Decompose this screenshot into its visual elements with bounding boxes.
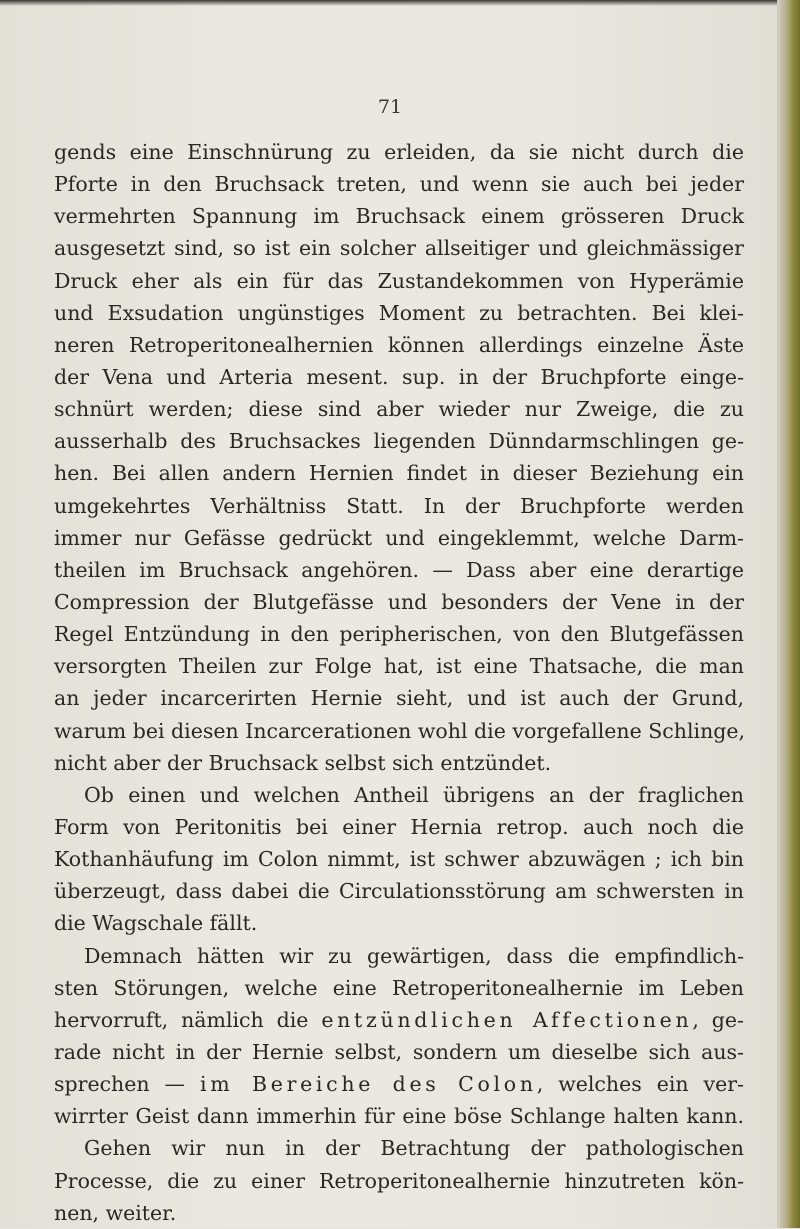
text-line: Demnach hätten wir zu gewärtigen, dass die empfindlich- — [84, 943, 744, 968]
text-line: ausgesetzt sind, so ist ein solcher allseitiger und gleichmässiger — [54, 236, 744, 261]
text-line — [54, 1004, 744, 1036]
text-line: warum bei diesen Incarcerationen wohl die vorgefallene Schlinge, — [54, 718, 746, 743]
text-segment: , ge- — [692, 1007, 744, 1032]
text-line: Gehen wir nun in der Betrachtung der pathologischen — [84, 1136, 744, 1161]
body-text — [54, 136, 744, 1229]
text-line: Form von Peritonitis bei einer Hernia retrop. auch noch die — [54, 814, 744, 839]
text-line: vermehrten Spannung im Bruchsack einem grösseren Druck — [54, 204, 744, 229]
text-line: an jeder incarcerirten Hernie sieht, und ist auch der Grund, — [54, 686, 744, 711]
emphasized-text: im Bereiche des Colon — [200, 1072, 537, 1097]
text-segment: hervorruft, nämlich die — [54, 1007, 309, 1032]
text-line: ausserhalb des Bruchsackes liegenden Dünndarmschlingen ge- — [54, 429, 744, 454]
text-line: nen, weiter. — [54, 1200, 177, 1225]
text-segment: , welches ein ver- — [536, 1072, 744, 1097]
text-line: theilen im Bruchsack angehören. — Dass aber eine derartige — [54, 557, 744, 582]
book-spine — [780, 0, 800, 1228]
text-line: versorgten Theilen zur Folge hat, ist eine Thatsache, die man — [54, 654, 744, 679]
text-line: der Vena und Arteria mesent. sup. in der Bruchpforte einge- — [54, 364, 744, 389]
text-line: neren Retroperitonealhernien können allerdings einzelne Äste — [54, 332, 744, 357]
text-line: überzeugt, dass dabei die Circulationsstörung am schwersten in — [54, 879, 744, 904]
text-line: Processe, die zu einer Retroperitonealhernie hinzutreten kön- — [54, 1168, 744, 1193]
text-line: umgekehrtes Verhältniss Statt. In der Bruchpforte werden — [54, 493, 744, 518]
text-line — [54, 1068, 744, 1100]
text-line: nicht aber der Bruchsack selbst sich entzündet. — [54, 750, 552, 775]
text-line: Compression der Blutgefässe und besonders der Vene in der — [54, 589, 744, 614]
text-line: Druck eher als ein für das Zustandekommen von Hyperämie — [54, 268, 744, 293]
text-line: sten Störungen, welche eine Retroperitonealhernie im Leben — [54, 975, 744, 1000]
text-line: hen. Bei allen andern Hernien findet in dieser Beziehung ein — [54, 461, 744, 486]
text-line: gends eine Einschnürung zu erleiden, da sie nicht durch die — [54, 140, 744, 164]
top-edge-shadow — [0, 0, 800, 6]
text-line: schnürt werden; diese sind aber wieder nur Zweige, die zu — [54, 397, 744, 422]
text-line: Pforte in den Bruchsack treten, und wenn sie auch bei jeder — [54, 172, 744, 197]
text-line: rade nicht in der Hernie selbst, sondern um dieselbe sich aus- — [54, 1039, 744, 1064]
text-line: Kothanhäufung im Colon nimmt, ist schwer abzuwägen ; ich bin — [54, 847, 744, 872]
text-line: und Exsudation ungünstiges Moment zu betrachten. Bei klei- — [54, 300, 744, 325]
text-line: Regel Entzündung in den peripherischen, von den Blutgefässen — [54, 622, 744, 647]
text-line: wirrter Geist dann immerhin für eine böse Schlange halten kann. — [54, 1104, 744, 1129]
text-line: die Wagschale fällt. — [54, 911, 258, 936]
emphasized-text: entzündlichen Affectionen — [321, 1007, 693, 1032]
text-line: immer nur Gefässe gedrückt und eingeklemmt, welche Darm- — [54, 525, 744, 550]
page-number: 71 — [377, 96, 403, 118]
text-segment: sprechen — — [54, 1072, 186, 1097]
text-line: Ob einen und welchen Antheil übrigens an der fraglichen — [84, 782, 744, 807]
